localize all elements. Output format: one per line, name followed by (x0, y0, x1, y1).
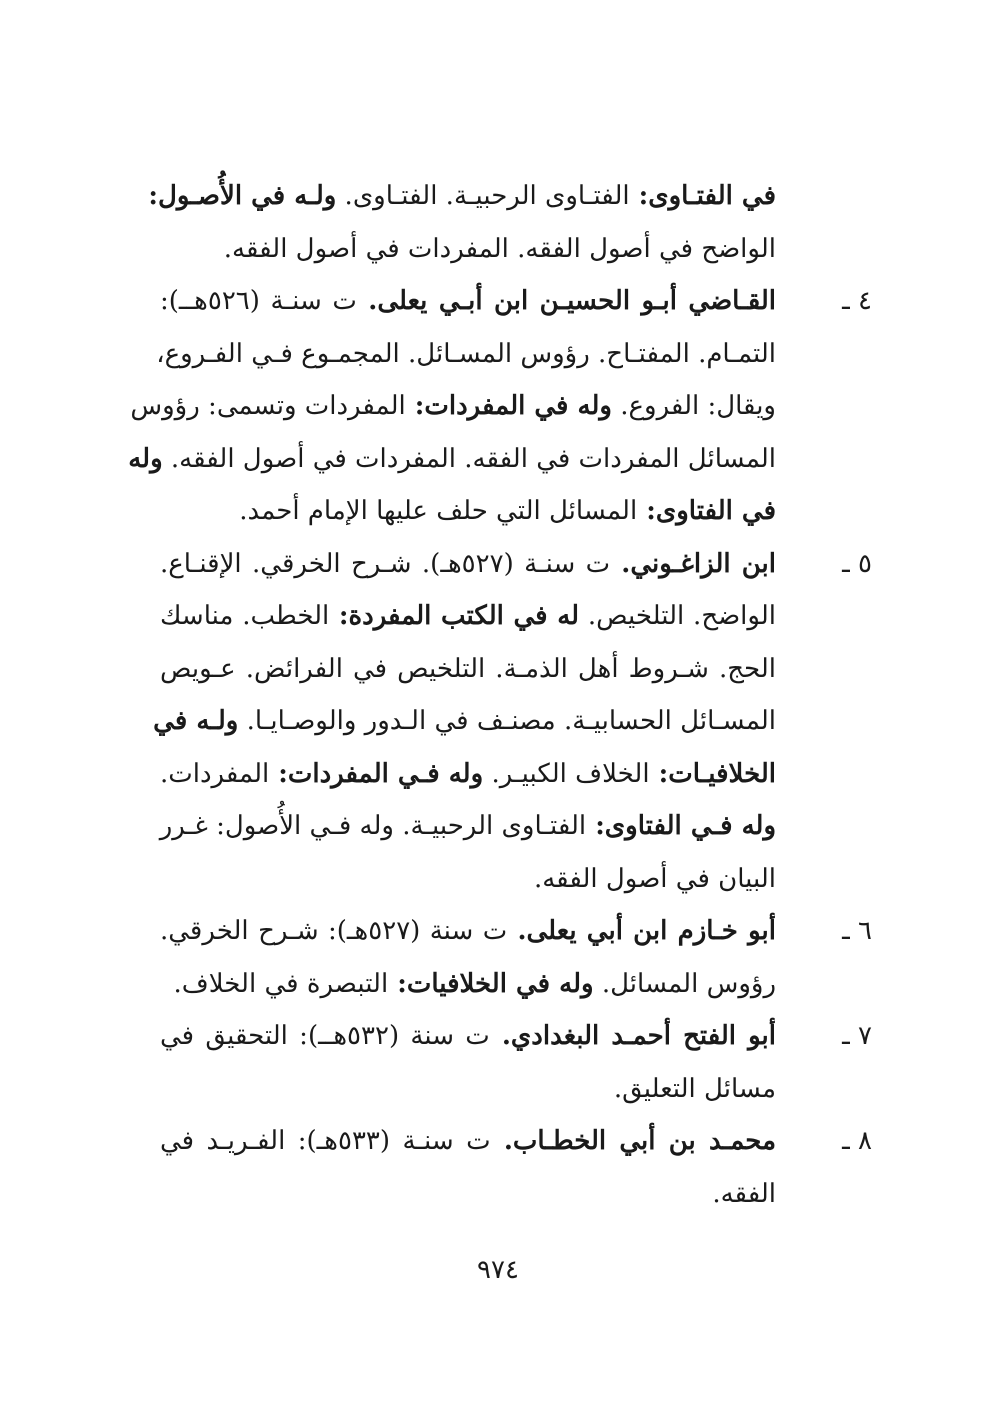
text-segment: ت سنة (٥٢٧هـ): شـرح الخرقي. (160, 916, 508, 946)
text-segment: ت سنـة (٥٣٣هـ): الفـريـد في (160, 1126, 491, 1156)
text-segment: الخطب. مناسك (160, 601, 330, 631)
text-line (148, 170, 776, 223)
text-segment: التبصرة في الخلاف. (173, 968, 389, 999)
bold-segment: محمـد بن أبي الخطـاب. (490, 1126, 777, 1156)
text-line (160, 223, 776, 276)
text-line (160, 905, 776, 958)
text-segment: الحج. شـروط أهل الذمـة. التلخيص في الفرائض. عـويص (160, 653, 776, 684)
text-segment: الواضح. التلخيص. (579, 601, 776, 631)
text-segment: الفقه. (712, 1178, 776, 1209)
bold-segment: القـاضي أبـو الحسيـن ابن أبـي يعلى. (356, 286, 776, 316)
text-segment: ت سنة (٥٣٢هــ): التحقيق في (160, 1021, 490, 1051)
bold-segment: له في الكتب المفردة: (329, 601, 580, 631)
text-segment: رؤوس المسائل. (593, 968, 776, 999)
text-line (130, 380, 776, 433)
list-item (160, 1010, 872, 1115)
text-segment: الخلاف الكبيـر. (483, 758, 650, 789)
text-line (160, 748, 776, 801)
text-segment: مسائل التعليق. (613, 1073, 776, 1104)
bold-segment: وله فـي المفردات: (269, 758, 484, 789)
bold-segment: أبو خـازم ابن أبي يعلى. (507, 916, 776, 946)
entries-list (128, 275, 872, 1220)
bold-segment: أبو الفتح أحمـد البغدادي. (489, 1021, 776, 1051)
bold-segment: ولـه في (153, 706, 239, 736)
text-line (160, 485, 776, 538)
bold-segment: ابن الزاغـوني. (610, 548, 776, 579)
entry-body (160, 1010, 776, 1115)
intro-paragraph (148, 170, 872, 275)
text-line (160, 1168, 776, 1221)
bold-segment: وله في المفردات: (405, 391, 612, 421)
text-line (160, 590, 776, 643)
bold-segment: في الفتاوى: (637, 496, 776, 526)
text-line (160, 800, 776, 853)
entry-number: ٥ ـ (842, 548, 872, 579)
text-segment: الفتـاوى الرحبيـة. وله فـي الأُصول: غـرر (159, 811, 587, 841)
text-line (128, 433, 776, 486)
entry-number: ٧ ـ (842, 1021, 872, 1051)
bold-segment: ولـه في الأُصـول: (148, 181, 337, 211)
bold-segment: وله (128, 443, 163, 474)
entry-number: ٦ ـ (842, 916, 872, 946)
entry-body (160, 905, 776, 1010)
text-line (160, 1115, 776, 1168)
entry-body (153, 538, 776, 906)
entry-number: ٨ ـ (842, 1126, 872, 1156)
text-line (160, 643, 776, 696)
text-line (160, 538, 776, 591)
list-item (153, 538, 872, 906)
text-segment: المسـائل الحسابيـة. مصنـف في الـدور والوصـايـا. (238, 706, 776, 736)
text-line (160, 958, 776, 1011)
intro-body (148, 170, 776, 275)
list-item (128, 275, 872, 538)
entry-body (160, 1115, 776, 1220)
text-line (160, 1010, 776, 1063)
text-line (156, 328, 776, 381)
bold-segment: وله فـي الفتاوى: (586, 811, 776, 841)
text-segment: التمـام. المفتـاح. رؤوس المسـائل. المجمـوع فـي الفـروع، (156, 338, 776, 369)
text-segment: المسائل التي حلف عليها الإمام أحمد. (239, 496, 638, 526)
text-segment: ت سنـة (٥٢٦هــ): (160, 286, 357, 316)
text-line (160, 853, 776, 906)
text-line (153, 695, 776, 748)
text-segment: البيان في أصول الفقه. (533, 863, 776, 894)
text-segment: المفردات وتسمى: رؤوس (130, 391, 406, 421)
text-segment: المفردات. (160, 758, 270, 789)
text-segment: ويقال: الفروع. (611, 391, 776, 421)
bold-segment: في الفتـاوى: (629, 181, 776, 211)
text-segment: المسائل المفردات في الفقه. المفردات في أصول الفقه. (162, 443, 776, 474)
text-segment: الواضح في أصول الفقه. المفردات في أصول الفقه. (223, 233, 776, 264)
text-line (160, 1063, 776, 1116)
page-body (128, 170, 872, 1220)
entry-body (128, 275, 776, 538)
list-item (160, 905, 872, 1010)
entry-number: ٤ ـ (842, 286, 872, 316)
bold-segment: الخلافيـات: (649, 758, 776, 789)
text-segment: الفتـاوى الرحبيـة. الفتـاوى. (336, 181, 630, 211)
bold-segment: وله في الخلافيات: (388, 968, 594, 999)
page-number: ٩٧٤ (477, 1255, 519, 1285)
text-segment: ت سنـة (٥٢٧هـ). شـرح الخرقي. الإقنـاع. (160, 548, 611, 579)
list-item (160, 1115, 872, 1220)
text-line (160, 275, 776, 328)
